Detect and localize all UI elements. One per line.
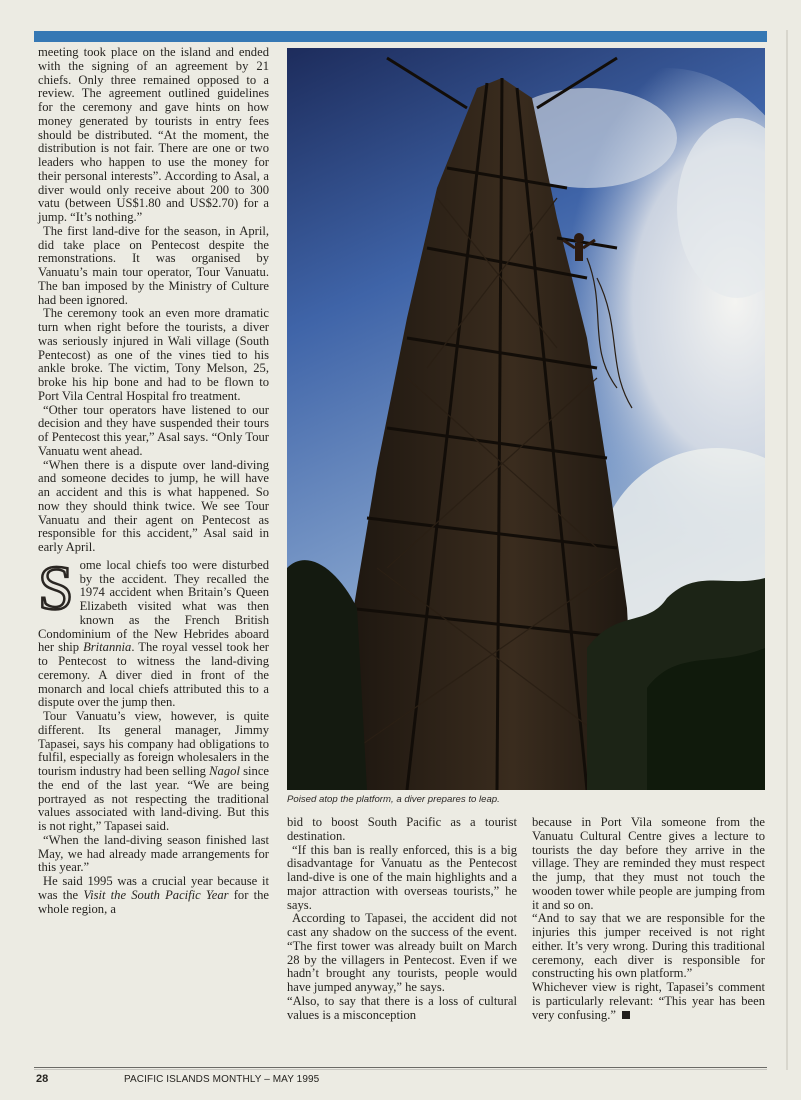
tower-photo-illustration bbox=[287, 48, 765, 790]
article-column-3 bbox=[532, 816, 765, 1022]
paragraph: “When the land-diving season finished last May, we had already made arrangements for this year.” bbox=[38, 832, 269, 875]
page-number: 28 bbox=[36, 1073, 49, 1085]
article-column-2 bbox=[287, 816, 517, 1022]
paragraph bbox=[38, 710, 269, 834]
nagol-term: Nagol bbox=[209, 764, 240, 778]
paragraph: “When there is a dispute over land-diving and someone decides to jump, he will have an accident and this is what happened. So now they should think twice. We see Tour Vanuatu and their agent on Pentecost as responsible for this accident,” Asal said in early April. bbox=[38, 457, 269, 554]
visit-year-title: Visit the South Pacific Year bbox=[83, 887, 229, 902]
end-of-article-mark bbox=[622, 1011, 630, 1019]
text-run: Tour Vanuatu’s view, however, is quite different. Its general manager, Jimmy Tapasei, says his company had obligations to fulfil, especially as foreign wholesalers in the tourism industry had been selling bbox=[38, 709, 269, 778]
text-run: for the whole region, a bbox=[38, 887, 269, 916]
paragraph: “Other tour operators have listened to our decision and they have suspended their tours of Pentecost this year,” Asal says. “Only Tour Vanuatu went ahead. bbox=[38, 402, 269, 458]
footer-rule bbox=[34, 1067, 767, 1068]
land-dive-tower-photo bbox=[287, 48, 765, 790]
footer-rule-secondary bbox=[34, 1069, 767, 1070]
photo-caption: Poised atop the platform, a diver prepares to leap. bbox=[287, 794, 500, 805]
paragraph: meeting took place on the island and ended with the signing of an agreement by 21 chiefs. Only three remained opposed to a review. The agreement outlined guidelines for the ceremony and gave hints on how money generated by tourists in entry fees should be distributed. “At the moment, the distribution is not fair. There are one or two leaders who happen to use the money for their personal interests”. According to Asal, a diver would only receive about 200 to 300 vatu (between US$1.80 and US$2.70) for a jump. “It’s nothing.” bbox=[38, 45, 269, 224]
text-run: Whichever view is right, Tapasei’s comment is particularly relevant: “This year has been very confusing.” bbox=[532, 980, 765, 1022]
paragraph: According to Tapasei, the accident did not cast any shadow on the success of the event. “The first tower was already built on March 28 by the villagers in Pentecost. Even if we hadn’t brought any tourists, people would have jumped anyway,” he says. bbox=[287, 911, 517, 994]
drop-cap: S bbox=[38, 551, 74, 623]
page-edge-shadow bbox=[786, 30, 788, 1070]
paragraph: bid to boost South Pacific as a tourist destination. bbox=[287, 815, 517, 843]
paragraph bbox=[38, 875, 269, 916]
paragraph: The first land-dive for the season, in April, did take place on Pentecost despite the remonstrations. It was organised by Vanuatu’s main tour operator, Tour Vanuatu. The ban imposed by the Ministry of Culture had been ignored. bbox=[38, 223, 269, 307]
paragraph: “Also, to say that there is a loss of cultural values is a misconception bbox=[287, 993, 517, 1022]
journal-footer: PACIFIC ISLANDS MONTHLY – MAY 1995 bbox=[124, 1074, 320, 1085]
paragraph: “If this ban is really enforced, this is a big disadvantage for Vanuatu as the Pentecost land-dive is one of the main highlights and a major attraction with overseas tourists,” he says. bbox=[287, 842, 517, 912]
header-color-bar bbox=[34, 31, 767, 42]
text-run: He said 1995 was a crucial year because it was the bbox=[38, 874, 269, 902]
dropcap-paragraph bbox=[38, 551, 269, 710]
paragraph bbox=[532, 981, 765, 1022]
article-column-1 bbox=[38, 46, 269, 1036]
text-run: since the end of the last year. “We are being portrayed as not respecting the traditional values associated with land-diving. But this is not right,” Tapasei said. bbox=[38, 764, 269, 833]
paragraph: because in Port Vila someone from the Vanuatu Cultural Centre gives a lecture to tourists the day before they arrive in the village. They are reminded they must respect the jump, that they must not touch the wooden tower while people are jumping from it and so on. bbox=[532, 815, 765, 912]
ship-name: Britannia bbox=[83, 640, 132, 655]
text-run: ome local chiefs too were disturbed by the accident. They recalled the 1974 accident when Britain’s Queen Elizabeth visited what was then known as the French British Condominium of the New Hebrides aboard her ship bbox=[38, 557, 269, 655]
paragraph: “And to say that we are responsible for the injuries this jumper received is not right either. It’s very wrong. During this traditional ceremony, each diver is responsible for constructing his own platform.” bbox=[532, 911, 765, 981]
paragraph: The ceremony took an even more dramatic turn when right before the tourists, a diver was seriously injured in Wali village (South Pentecost) as one of the vines tied to his ankle broke. The victim, Tony Melson, 25, broke his hip bone and had to be flown to Port Vila Central Hospital fro treatment. bbox=[38, 306, 269, 403]
text-run: . The royal vessel took her to Pentecost to witness the land-diving ceremony. A diver died in front of the monarch and local chiefs attributed this to a dispute over the jump then. bbox=[38, 640, 269, 710]
